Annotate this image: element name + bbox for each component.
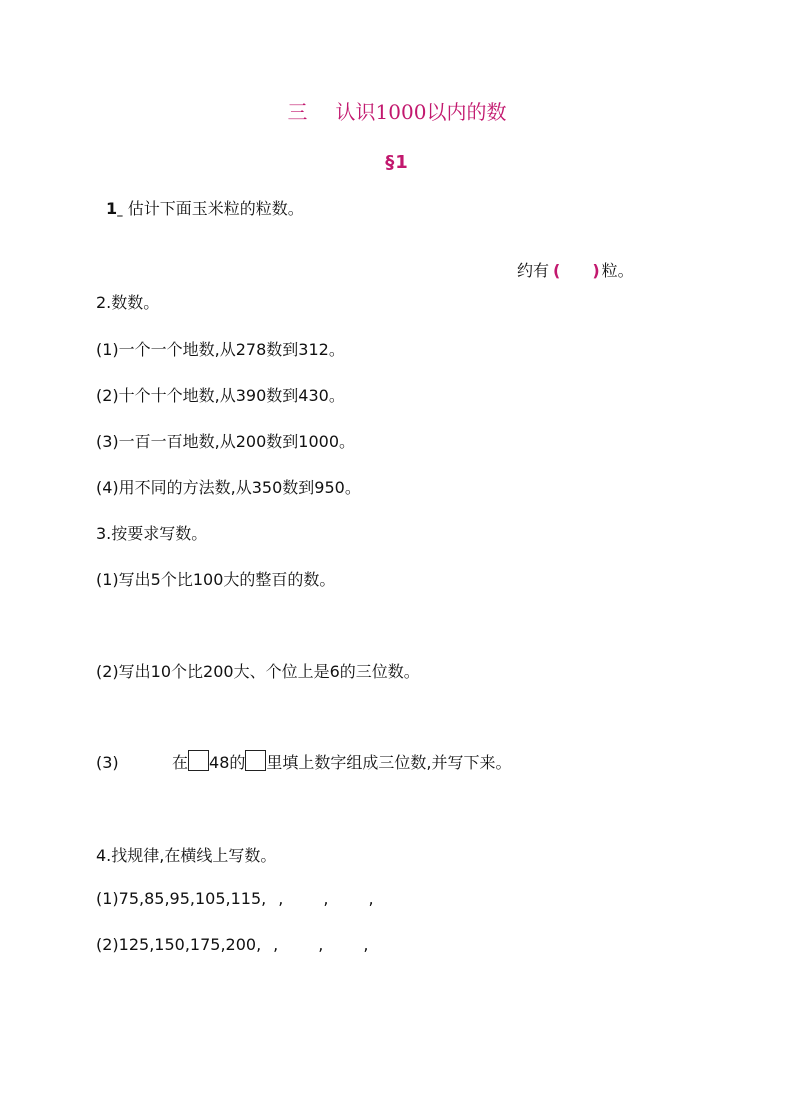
question-2-item-2: (2)十个十个地数,从390数到430。 [96, 386, 345, 405]
answer-suffix: 粒。 [601, 261, 634, 280]
question-2-item-4: (4)用不同的方法数,从350数到950。 [96, 478, 361, 497]
comma: , [363, 935, 369, 954]
open-paren: ( [553, 261, 561, 280]
section-label: §1 [385, 152, 409, 173]
comma: , [318, 935, 324, 954]
question-4-item-1 [96, 889, 374, 908]
question-1 [106, 196, 304, 219]
question-3-item-1: (1)写出5个比100大的整百的数。 [96, 570, 336, 589]
question-1-text: 估计下面玉米粒的粒数。 [127, 199, 304, 218]
blank-box-2[interactable] [245, 750, 266, 771]
page-title [0, 96, 794, 125]
question-3-heading: 3.按要求写数。 [96, 524, 208, 543]
question-2-item-3: (3)一百一百地数,从200数到1000。 [96, 432, 356, 451]
comma: , [323, 889, 329, 908]
item-3-text-2: 48的 [209, 753, 246, 772]
answer-prefix: 约有 [517, 261, 550, 280]
question-2-heading: 2.数数。 [96, 293, 160, 312]
item-3-text-1: 在 [172, 753, 189, 772]
comma: , [278, 889, 284, 908]
question-1-answer [517, 258, 634, 281]
chapter-title: 认识1000以内的数 [335, 100, 507, 124]
question-2-item-1: (1)一个一个地数,从278数到312。 [96, 340, 345, 359]
question-4-heading: 4.找规律,在横线上写数。 [96, 846, 277, 865]
question-3-item-2: (2)写出10个比200大、个位上是6的三位数。 [96, 662, 420, 681]
chapter-number: 三 [287, 100, 308, 124]
question-3-item-3-label: (3) [96, 753, 119, 772]
blank-box-1[interactable] [188, 750, 209, 771]
comma: , [273, 935, 279, 954]
close-paren: ) [592, 261, 600, 280]
sequence-1: (1)75,85,95,105,115, [96, 889, 267, 908]
question-1-number: 1_ [106, 199, 123, 218]
question-3-item-3 [96, 750, 511, 773]
question-4-item-2 [96, 935, 368, 954]
item-3-text-3: 里填上数字组成三位数,并写下来。 [266, 753, 512, 772]
sequence-2: (2)125,150,175,200, [96, 935, 262, 954]
comma: , [368, 889, 374, 908]
